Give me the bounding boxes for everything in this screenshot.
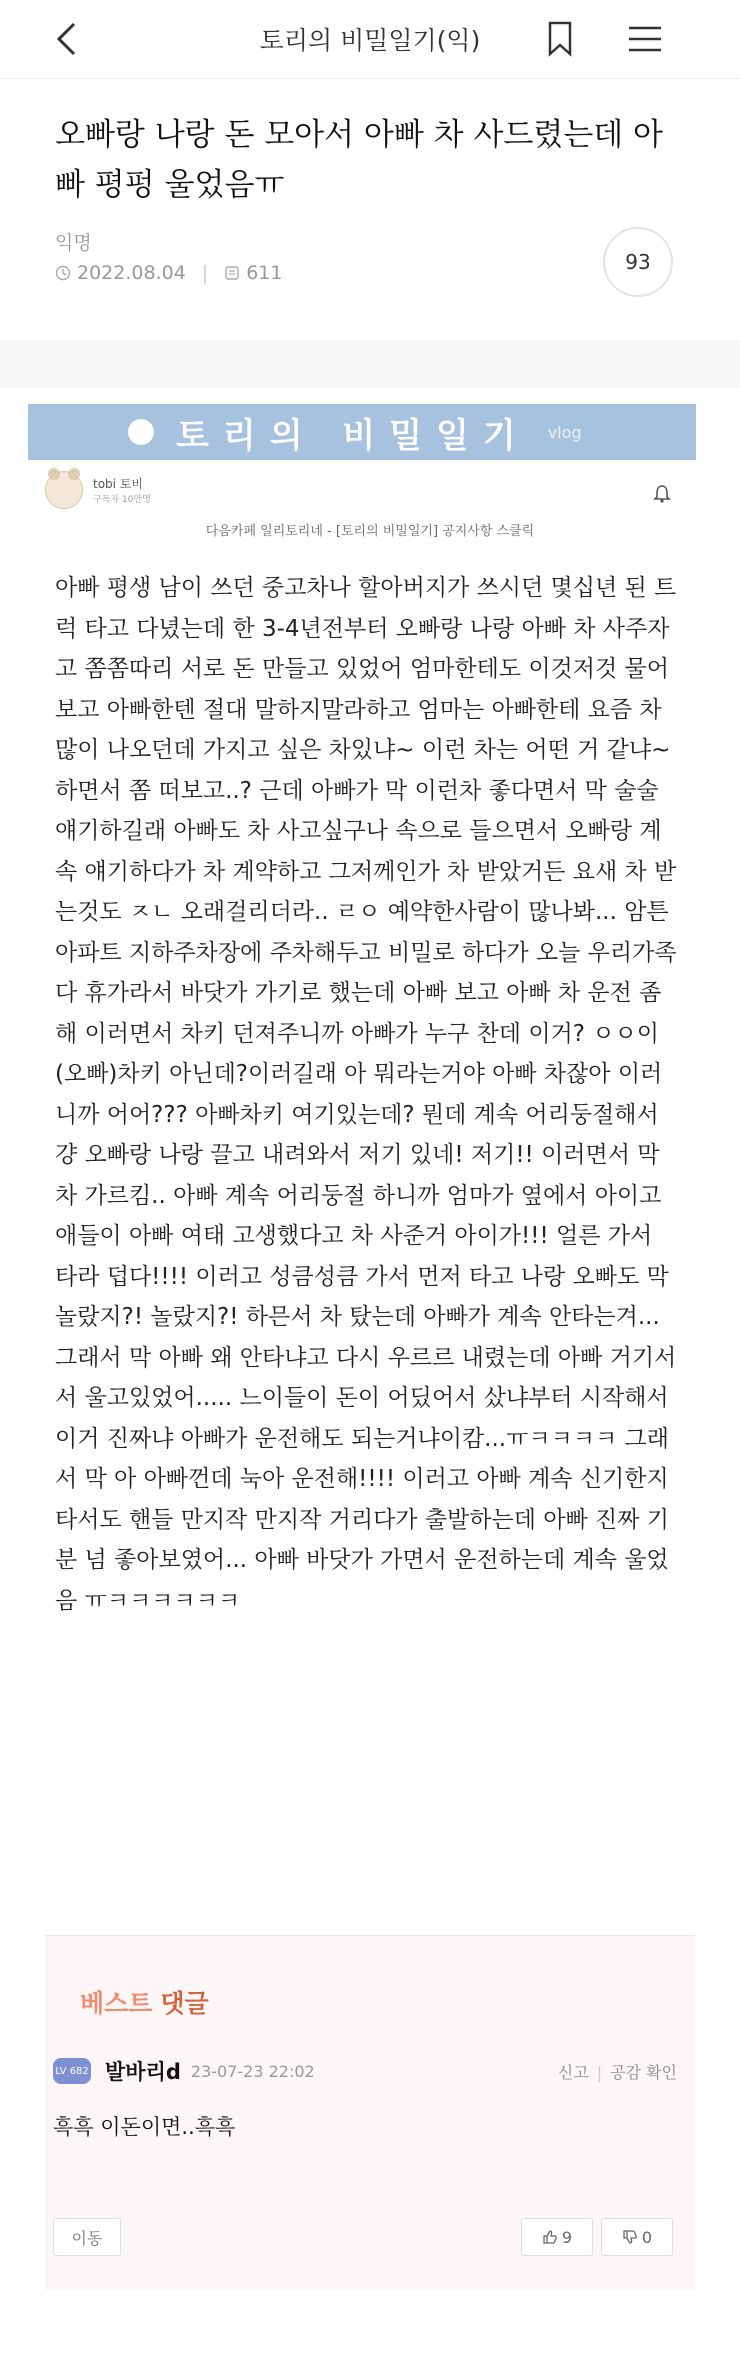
bookmark-icon <box>546 20 574 58</box>
post-author: 익명 <box>55 232 92 254</box>
comment-date: 23-07-23 22:02 <box>190 2061 315 2081</box>
blog-banner <box>28 404 696 460</box>
actions-separator: | <box>596 2063 603 2082</box>
section-divider <box>0 340 740 388</box>
bookmark-button[interactable] <box>535 14 585 64</box>
like-button[interactable] <box>521 2218 593 2256</box>
dislike-count: 0 <box>641 2227 653 2247</box>
dislike-button[interactable] <box>601 2218 673 2256</box>
board-name: tobi 토비 <box>93 477 143 491</box>
cafe-title: 토리의 비밀일기(익) <box>259 26 481 55</box>
post-views: 611 <box>246 262 283 284</box>
menu-button[interactable] <box>620 14 670 64</box>
views-icon <box>224 265 240 281</box>
chevron-left-icon <box>52 21 82 57</box>
commenter <box>53 2056 315 2086</box>
move-button[interactable]: 이동 <box>53 2218 121 2256</box>
comment-actions <box>558 2060 677 2083</box>
best-comment-card <box>45 1935 695 2291</box>
comment-text: 흑흑 이돈이면..흑흑 <box>53 2115 236 2139</box>
banner-dot-icon <box>128 419 154 445</box>
banner-title: 토리의 비밀일기 <box>176 415 530 456</box>
agree-check-link[interactable]: 공감 확인 <box>610 2063 677 2082</box>
thumbs-down-icon <box>622 2229 638 2245</box>
level-badge-avatar: LV 682 <box>53 2058 91 2084</box>
like-count: 9 <box>561 2227 573 2247</box>
best-label-part2: 댓글 <box>160 1989 209 2018</box>
bear-avatar-icon <box>45 471 83 509</box>
board-profile[interactable] <box>45 470 685 510</box>
post-body: 아빠 평생 남이 쓰던 중고차나 할아버지가 쓰시던 몇십년 된 트럭 타고 다녔는데 한 3-4년전부터 오빠랑 나랑 아빠 차 사주자고 쫌쫌따리 서로 돈 만들고 있었어 엄마한테도 이것저것 물어보고 아빠한텐 절대 말하지말라하고 엄마는 아빠한테 요즘 차 많이 나오던데 가지고 싶은 차있냐~ 이런 차는 어떤 거 같냐~하면서 쫌 떠보고..? 근데 아빠가 막 이런차 좋다면서 막 술술 얘기하길래 아빠도 차 사고싶구나 속으로 들으면서 오빠랑 계속 얘기하다가 차 계약하고 그저께인가 차 받았거든 요새 차 받는것도 ㅈㄴ 오래걸리더라.. ㄹㅇ 예약한사람이 많나봐... 암튼 아파트 지하주차장에 주차해두고 비밀로 하다가 오늘 우리가족 다 휴가라서 바닷가 가기로 했는데 아빠 보고 아빠 차 운전 좀 해 이러면서 차키 던져주니까 아빠가 누구 찬데 이거? ㅇㅇ이(오빠)차키 아닌데?이러길래 아 뭐라는거야 아빠 차잖아 이러니까 어어??? 아빠차키 여기있는데? 뭔데 계속 어리둥절해서 걍 오빠랑 나랑 끌고 내려와서 저기 있네! 저기!! 이러면서 막 차 가르킴.. 아빠 계속 어리둥절 하니까 엄마가 옆에서 아이고 애들이 아빠 여태 고생했다고 차 사준거 아이가!!! 얼른 가서 타라 덥다!!!! 이러고 성큼성큼 가서 먼저 타고 나랑 오빠도 막 놀랐지?! 놀랐지?! 하믄서 차 탔는데 아빠가 계속 안타는겨... 그래서 막 아빠 왜 안타냐고 다시 우르르 내렸는데 아빠 거기서서 울고있었어..... 느이들이 돈이 어딨어서 샀냐부터 시작해서 이거 진짜냐 아빠가 운전해도 되는거냐이캄...ㅠㅋㅋㅋㅋ 그래서 막 아 아빠껀데 눅아 운전해!!!! 이러고 아빠 계속 신기한지 타서도 핸들 만지작 만지작 거리다가 출발하는데 아빠 진짜 기분 넘 좋아보였어... 아빠 바닷가 가면서 운전하는데 계속 울었음 ㅠㅋㅋㅋㅋㅋㅋ <box>55 575 677 1614</box>
hamburger-menu-icon <box>627 24 663 54</box>
clock-icon <box>55 265 71 281</box>
board-info <box>93 475 151 505</box>
best-comment-label <box>80 1984 209 2020</box>
meta-separator: | <box>201 262 209 284</box>
comment-count-button[interactable]: 93 <box>603 227 673 297</box>
page-bottom <box>0 2290 740 2378</box>
banner-tag: vlog <box>547 422 582 442</box>
post-date: 2022.08.04 <box>77 262 186 284</box>
best-label-part1: 베스트 <box>80 1989 153 2018</box>
bell-icon[interactable] <box>652 484 672 504</box>
report-link[interactable]: 신고 <box>557 2063 589 2082</box>
thumbs-up-icon <box>542 2229 558 2245</box>
notice-link[interactable]: 다음카페 일리토리네 - [토리의 비밀일기] 공지사항 스클릭 <box>205 524 535 539</box>
post-title: 오빠랑 나랑 돈 모아서 아빠 차 사드렸는데 아빠 평펑 울었음ㅠ <box>55 117 664 203</box>
commenter-name[interactable]: 발바리d <box>105 2060 181 2084</box>
back-button[interactable] <box>42 14 92 64</box>
post-meta <box>55 262 282 284</box>
board-subtitle: 구독자 10만명 <box>93 495 151 505</box>
top-bar <box>0 0 740 79</box>
